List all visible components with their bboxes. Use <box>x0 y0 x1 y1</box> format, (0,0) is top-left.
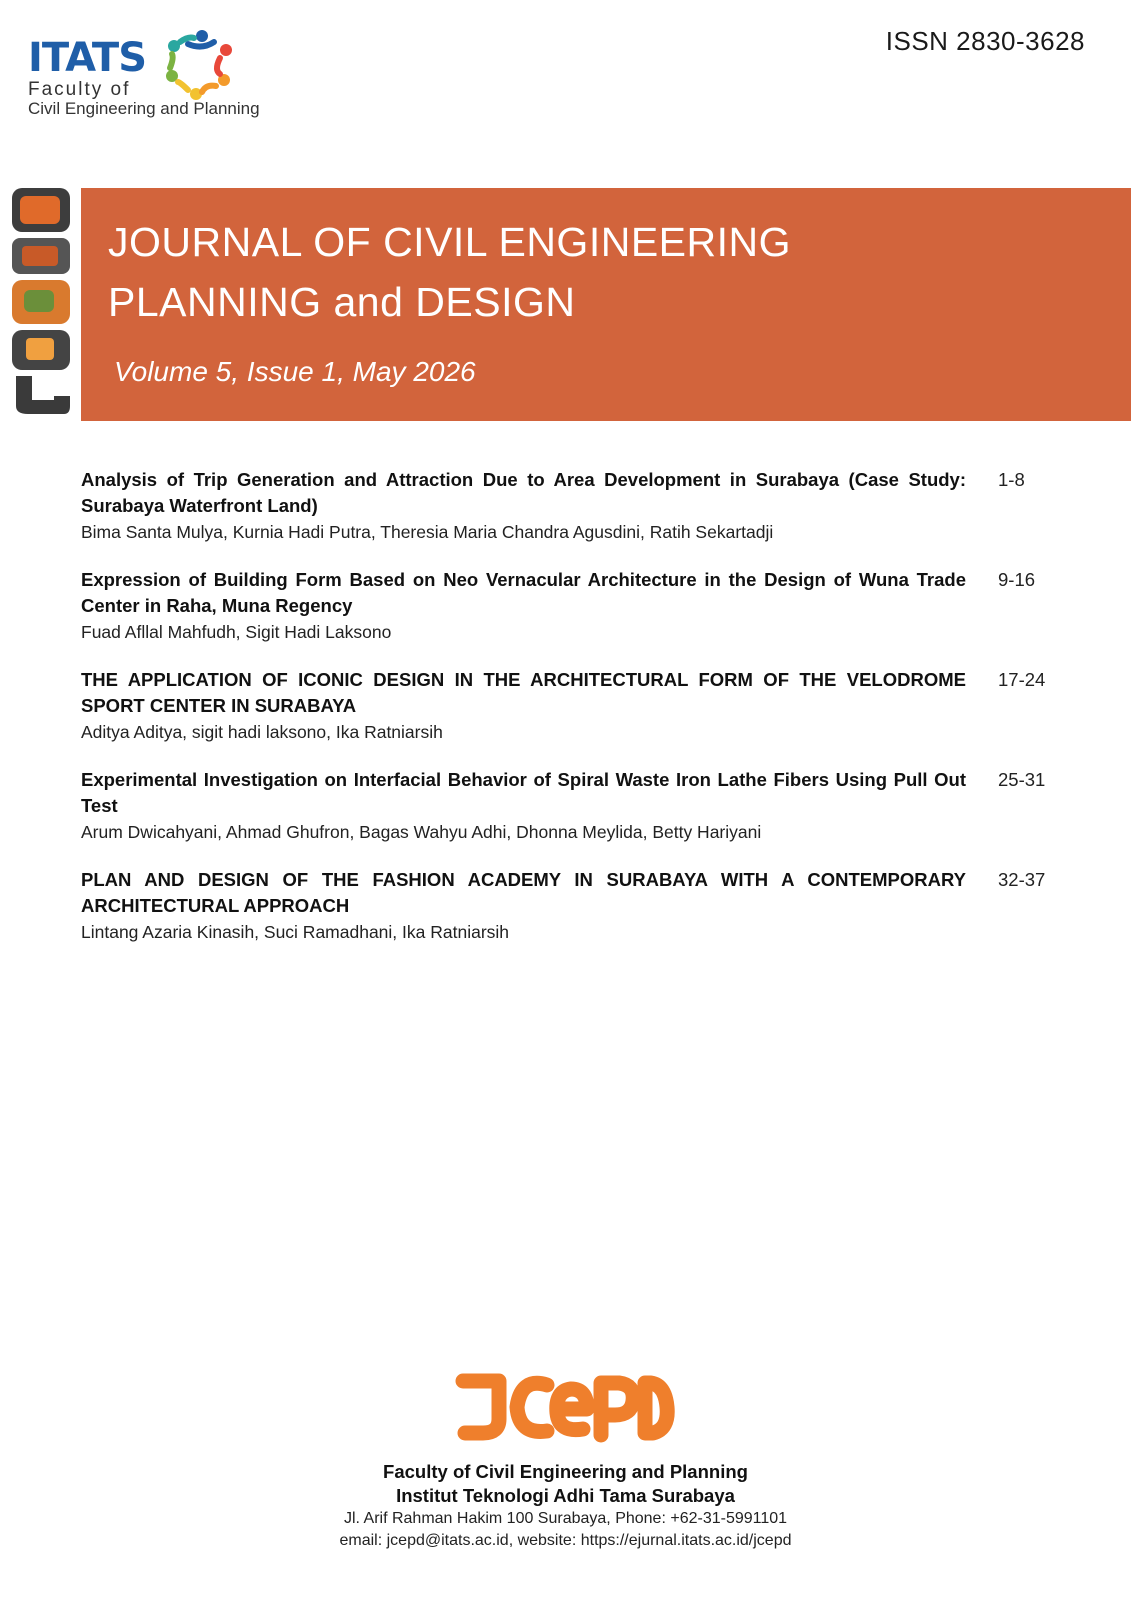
journal-title-line1: JOURNAL OF CIVIL ENGINEERING <box>108 219 792 265</box>
footer-contact[interactable]: email: jcepd@itats.ac.id, website: https://ejurnal.itats.ac.id/jcepd <box>339 1532 792 1549</box>
article-pages: 32-37 <box>998 869 1046 890</box>
article-pages: 25-31 <box>998 769 1046 790</box>
article-title-link[interactable]: Analysis of Trip Generation and Attraction Due to Area Development in Surabaya (Case Study: Surabaya Waterfront Land) <box>81 469 966 516</box>
toc-entry <box>81 467 1056 545</box>
article-title-link[interactable]: Experimental Investigation on Interfacial Behavior of Spiral Waste Iron Lathe Fibers Using Pull Out Test <box>81 769 966 816</box>
table-of-contents <box>81 467 1056 967</box>
article-authors: Aditya Aditya, sigit hadi laksono, Ika Ratniarsih <box>81 722 443 742</box>
itats-faculty-line1: Faculty of <box>28 79 131 100</box>
itats-faculty-line2: Civil Engineering and Planning <box>28 99 260 118</box>
toc-entry <box>81 567 1056 645</box>
article-pages: 17-24 <box>998 669 1046 690</box>
toc-entry <box>81 767 1056 845</box>
journal-title <box>108 212 791 332</box>
journal-banner <box>81 188 1131 421</box>
journal-title-line2: PLANNING and DESIGN <box>108 279 576 325</box>
article-title-link[interactable]: PLAN AND DESIGN OF THE FASHION ACADEMY IN SURABAYA WITH A CONTEMPORARY ARCHITECTURAL APPROACH <box>81 869 966 916</box>
article-authors: Arum Dwicahyani, Ahmad Ghufron, Bagas Wahyu Adhi, Dhonna Meylida, Betty Hariyani <box>81 822 762 842</box>
toc-entry <box>81 667 1056 745</box>
footer-faculty: Faculty of Civil Engineering and Planning <box>383 1461 748 1482</box>
jcepd-logo-icon <box>455 1373 675 1443</box>
article-pages: 9-16 <box>998 569 1036 590</box>
article-authors: Fuad Afllal Mahfudh, Sigit Hadi Laksono <box>81 622 392 642</box>
article-title-link[interactable]: THE APPLICATION OF ICONIC DESIGN IN THE ARCHITECTURAL FORM OF THE VELODROME SPORT CENTER IN SURABAYA <box>81 669 966 716</box>
footer-institute: Institut Teknologi Adhi Tama Surabaya <box>396 1485 735 1506</box>
footer <box>0 1460 1131 1552</box>
article-title-link[interactable]: Expression of Building Form Based on Neo Vernacular Architecture in the Design of Wuna Trade Center in Raha, Muna Regency <box>81 569 966 616</box>
footer-address: Jl. Arif Rahman Hakim 100 Surabaya, Phone: +62-31-5991101 <box>343 1510 788 1527</box>
people-circle-icon <box>158 24 238 102</box>
itats-logo <box>26 24 260 124</box>
jcepd-vertical-logo-icon <box>8 188 74 416</box>
article-pages: 1-8 <box>998 469 1025 490</box>
article-authors: Lintang Azaria Kinasih, Suci Ramadhani, Ika Ratniarsih <box>81 922 510 942</box>
itats-wordmark: ITATS <box>28 35 147 81</box>
toc-entry <box>81 867 1056 945</box>
issn-number: ISSN 2830-3628 <box>885 26 1085 56</box>
volume-issue: Volume 5, Issue 1, May 2026 <box>114 356 476 387</box>
article-authors: Bima Santa Mulya, Kurnia Hadi Putra, Theresia Maria Chandra Agusdini, Ratih Sekartadji <box>81 522 774 542</box>
